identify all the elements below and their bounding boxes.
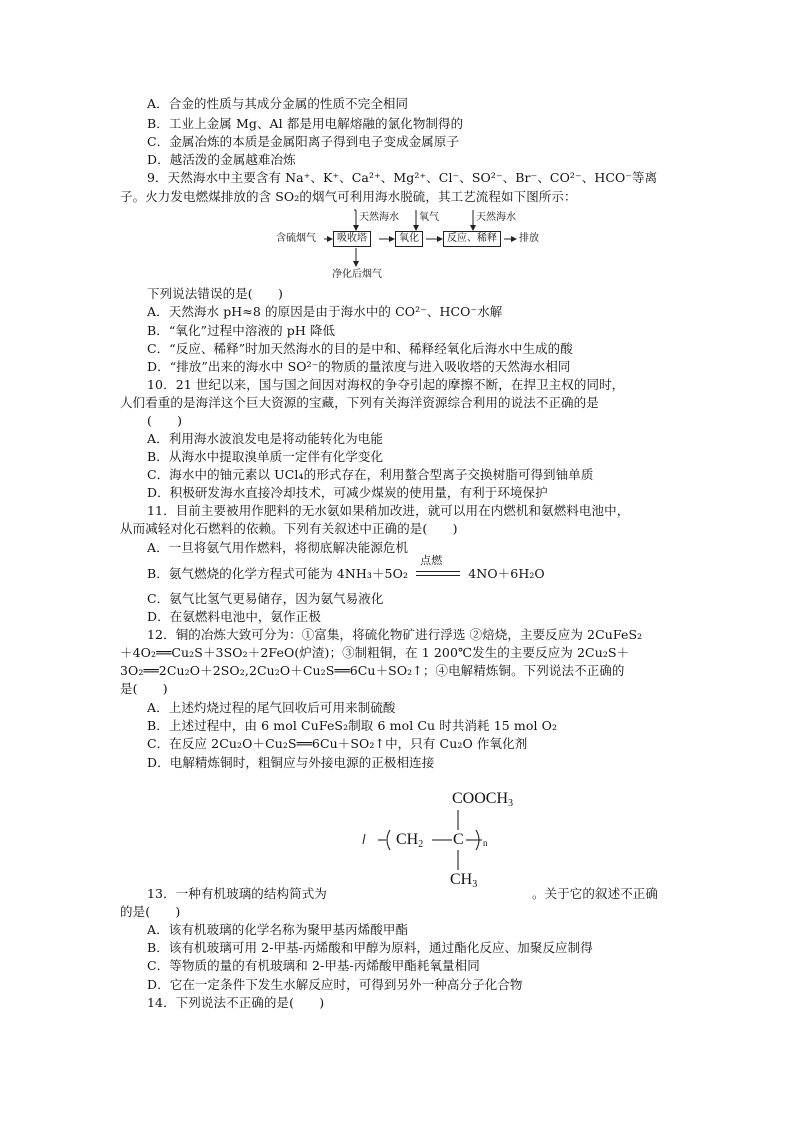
seawater-input-1-label: 天然海水 bbox=[359, 212, 399, 223]
q10-option-c: C．海水中的铀元素以 UCl₄的形式存在，利用螯合型离子交换树脂可得到铀单质 bbox=[147, 467, 594, 482]
q10-stem-2: 人们看重的是海洋这个巨大资源的宝藏，下列有关海洋资源综合利用的说法不正确的是 bbox=[120, 395, 599, 410]
q12-stem-2: ＋4O₂══Cu₂S＋3SO₂＋2FeO(炉渣)；③制粗铜，在 1 200℃发生的主要反应为 2Cu₂S＋ bbox=[120, 645, 630, 660]
q10-option-b: B．从海水中提取溴单质一定伴有化学变化 bbox=[147, 449, 384, 464]
q12-stem-1: 12．铜的冶炼大致可分为：①富集，将硫化物矿进行浮选 ②焙烧，主要反应为 2CuFeS₂ bbox=[147, 627, 643, 642]
q10-option-a: A．利用海水波浪发电是将动能转化为电能 bbox=[147, 431, 383, 446]
repeat-n: n bbox=[483, 838, 488, 848]
option-8c: C．金属冶炼的本质是金属阳离子得到电子变成金属原子 bbox=[147, 134, 460, 149]
methyl-group: $CH_3$ bbox=[450, 871, 478, 890]
q12-stem-3: 3O₂══2Cu₂O＋2SO₂,2Cu₂O＋Cu₂S══6Cu＋SO₂↑；④电解精炼铜。下列说法不正确的 bbox=[120, 663, 625, 678]
quaternary-carbon: C bbox=[453, 831, 464, 848]
react-dilute-box: 反应、稀释 bbox=[443, 231, 501, 247]
q13-stem-1-post: 。关于它的叙述不正确 bbox=[532, 886, 659, 901]
q10-option-d: D．积极研发海水直接冷却技术，可减少煤炭的使用量，有利于环境保护 bbox=[147, 485, 548, 500]
q11-option-d: D．在氨燃料电池中，氨作正极 bbox=[147, 609, 321, 624]
q11-option-b bbox=[147, 553, 545, 582]
q11-option-b-reactants: B．氨气燃烧的化学方程式可能为 4NH₃＋5O₂ bbox=[147, 566, 409, 581]
q13-option-d: D．它在一定条件下发生水解反应时，可得到另外一种高分子化合物 bbox=[147, 977, 523, 992]
q10-stem-3: ( ) bbox=[147, 413, 183, 428]
q11-stem-1: 11．目前主要被用作肥料的无水氨如果稍加改进，就可以用在内燃机和氨燃料电池中， bbox=[147, 503, 630, 518]
q11-option-b-products: 4NO＋6H₂O bbox=[468, 566, 545, 581]
process-flow-diagram bbox=[276, 208, 566, 284]
q9-option-b: B．“氧化”过程中溶液的 pH 降低 bbox=[147, 323, 336, 338]
q13-option-a: A．该有机玻璃的化学名称为聚甲基丙烯酸甲酯 bbox=[147, 922, 409, 937]
q9-stem-1: 9．天然海水中主要含有 Na⁺、K⁺、Ca²⁺、Mg²⁺、Cl⁻、SO²⁻、Br⁻、CO²⁻、HCO⁻等离 bbox=[147, 170, 658, 185]
q12-stem-4: 是( ) bbox=[120, 681, 168, 696]
oxidize-box: 氧化 bbox=[395, 231, 423, 247]
cleaned-gas-label: 净化后烟气 bbox=[332, 269, 382, 280]
option-8d: D．越活泼的金属越难冶炼 bbox=[147, 152, 296, 167]
q10-stem-1: 10．21 世纪以来，国与国之间因对海权的争夺引起的摩擦不断，在捍卫主权的同时， bbox=[147, 377, 625, 392]
ester-group: $COOCH_3$ bbox=[452, 790, 514, 809]
q12-option-a: A．上述灼烧过程的尾气回收后可用来制硫酸 bbox=[147, 700, 396, 715]
q13-stem-2: 的是( ) bbox=[120, 904, 181, 919]
methylene-group: $CH_2$ bbox=[396, 831, 424, 850]
option-8b: B．工业上金属 Mg、Al 都是用电解熔融的氯化物制得的 bbox=[147, 116, 464, 131]
q9-option-c: C．“反应、稀释”时加天然海水的目的是中和、稀释经氧化后海水中生成的酸 bbox=[147, 341, 573, 356]
q9-option-d: D．“排放”出来的海水中 SO²⁻的物质的量浓度与进入吸收塔的天然海水相同 bbox=[147, 359, 571, 374]
option-8a: A．合金的性质与其成分金属的性质不完全相同 bbox=[147, 96, 409, 111]
q11-stem-2: 从而减轻对化石燃料的依赖。下列有关叙述中正确的是( ) bbox=[120, 521, 458, 536]
q11-option-c: C．氨气比氢气更易储存，因为氨气易液化 bbox=[147, 591, 384, 606]
oxygen-input-label: 氧气 bbox=[419, 212, 439, 223]
q9-prompt: 下列说法错误的是( ) bbox=[147, 286, 283, 301]
reaction-condition-arrow bbox=[416, 553, 460, 582]
discharge-label: 排放 bbox=[519, 233, 539, 244]
q13-stem-1-pre: 13．一种有机玻璃的结构简式为 bbox=[147, 886, 327, 901]
q13-option-b: B．该有机玻璃可用 2-甲基-丙烯酸和甲醇为原料，通过酯化反应、加聚反应制得 bbox=[147, 940, 593, 955]
q12-option-c: C．在反应 2Cu₂O＋Cu₂S══6Cu＋SO₂↑中，只有 Cu₂O 作氧化剂 bbox=[147, 736, 528, 751]
q13-option-c: C．等物质的量的有机玻璃和 2-甲基-丙烯酸甲酯耗氧量相同 bbox=[147, 958, 480, 973]
q9-option-a: A．天然海水 pH≈8 的原因是由于海水中的 CO²⁻、HCO⁻水解 bbox=[147, 304, 503, 319]
flue-gas-input-label: 含硫烟气 bbox=[276, 233, 316, 244]
q12-option-d: D．电解精炼铜时，粗铜应与外接电源的正极相连接 bbox=[147, 755, 435, 770]
q9-stem-2: 子。火力发电燃煤排放的含 SO₂的烟气可利用海水脱硫，其工艺流程如下图所示： bbox=[120, 189, 577, 204]
pmma-structure-formula bbox=[362, 788, 532, 888]
q14-stem: 14．下列说法不正确的是( ) bbox=[147, 995, 325, 1010]
q12-option-b: B．上述过程中，由 6 mol CuFeS₂制取 6 mol Cu 时共消耗 15 mol O₂ bbox=[147, 718, 558, 733]
seawater-input-2-label: 天然海水 bbox=[476, 212, 516, 223]
q11-option-a: A．一旦将氨气用作燃料，将彻底解决能源危机 bbox=[147, 540, 409, 555]
absorber-box: 吸收塔 bbox=[333, 231, 371, 247]
ignite-condition: 点燃 bbox=[420, 553, 443, 567]
